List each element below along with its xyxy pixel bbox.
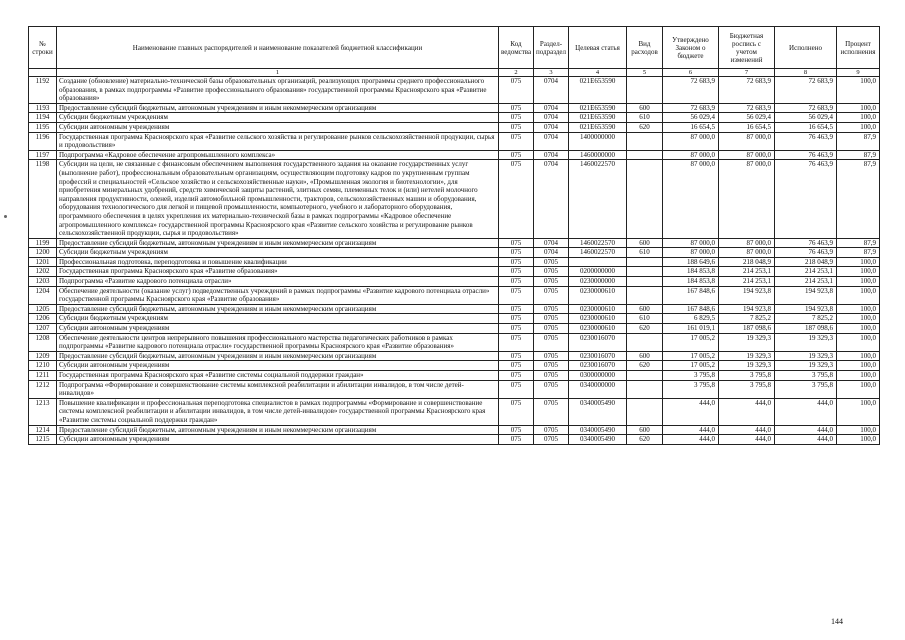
row-executed: 16 654,5	[775, 122, 837, 132]
table-row	[29, 333, 880, 351]
header-name: Наименование главных распорядителей и наименование показателей бюджетной классификации	[57, 27, 499, 69]
row-code: 075	[499, 351, 534, 361]
row-name: Государственная программа Красноярского края «Развитие системы социальной поддержки граждан»	[57, 371, 499, 381]
row-name: Предоставление субсидий бюджетным, автономным учреждениям и иным некоммерческим организациям	[57, 103, 499, 113]
table-row	[29, 150, 880, 160]
row-approved: 87 000,0	[663, 132, 719, 150]
punch-hole-mark	[4, 215, 7, 218]
row-type	[627, 132, 663, 150]
row-percent: 100,0	[837, 122, 880, 132]
row-budget: 214 253,1	[719, 267, 775, 277]
row-code: 075	[499, 371, 534, 381]
row-name: Предоставление субсидий бюджетным, автономным учреждениям и иным некоммерческим организациям	[57, 425, 499, 435]
row-name: Обеспечение деятельности центров непрерывного повышения профессионального мастерства педагогических работников в рамках подпрограммы «Развитие кадрового потенциала отрасли» государственной программы Красноярского края «Развитие образования»	[57, 333, 499, 351]
row-executed: 76 463,9	[775, 150, 837, 160]
column-number: 4	[569, 69, 627, 77]
row-budget: 87 000,0	[719, 132, 775, 150]
row-executed: 444,0	[775, 398, 837, 425]
table-row	[29, 425, 880, 435]
row-name: Профессиональная подготовка, переподготовка и повышение квалификации	[57, 257, 499, 267]
row-name: Предоставление субсидий бюджетным, автономным учреждениям и иным некоммерческим организациям	[57, 351, 499, 361]
row-approved: 188 649,6	[663, 257, 719, 267]
table-row	[29, 304, 880, 314]
header-target: Целевая статья	[569, 27, 627, 69]
row-target: 0230000000	[569, 277, 627, 287]
row-percent: 100,0	[837, 103, 880, 113]
table-row	[29, 122, 880, 132]
row-section: 0705	[534, 314, 569, 324]
row-number: 1212	[29, 380, 57, 398]
row-target: 1460022570	[569, 238, 627, 248]
row-percent: 87,9	[837, 132, 880, 150]
table-row	[29, 103, 880, 113]
row-type	[627, 257, 663, 267]
row-type: 600	[627, 304, 663, 314]
row-executed: 214 253,1	[775, 277, 837, 287]
row-target: 0200000000	[569, 267, 627, 277]
row-approved: 72 683,9	[663, 103, 719, 113]
table-row	[29, 160, 880, 238]
row-percent: 87,9	[837, 150, 880, 160]
row-approved: 87 000,0	[663, 238, 719, 248]
header-row-number: № строки	[29, 27, 57, 69]
row-section: 0705	[534, 286, 569, 304]
row-target: 0340005490	[569, 435, 627, 445]
row-target: 021Е653590	[569, 122, 627, 132]
row-name: Государственная программа Красноярского края «Развитие образования»	[57, 267, 499, 277]
row-budget: 194 923,8	[719, 286, 775, 304]
header-section: Раздел-подраздел	[534, 27, 569, 69]
row-name: Субсидии автономным учреждениям	[57, 324, 499, 334]
row-executed: 214 253,1	[775, 267, 837, 277]
header-code: Код ведомства	[499, 27, 534, 69]
page-number: 144	[831, 617, 843, 626]
row-type	[627, 150, 663, 160]
row-type	[627, 77, 663, 104]
row-section: 0704	[534, 77, 569, 104]
row-executed: 3 795,8	[775, 380, 837, 398]
row-approved: 16 654,5	[663, 122, 719, 132]
row-budget: 3 795,8	[719, 371, 775, 381]
table-row	[29, 267, 880, 277]
row-percent: 100,0	[837, 257, 880, 267]
row-number: 1203	[29, 277, 57, 287]
row-percent: 100,0	[837, 77, 880, 104]
header-budget: Бюджетная роспись с учетом изменений	[719, 27, 775, 69]
row-code: 075	[499, 435, 534, 445]
row-percent: 100,0	[837, 304, 880, 314]
table-row	[29, 113, 880, 123]
row-section: 0704	[534, 122, 569, 132]
row-target: 021Е653590	[569, 103, 627, 113]
row-number: 1208	[29, 333, 57, 351]
row-executed: 19 329,3	[775, 361, 837, 371]
header-executed: Исполнено	[775, 27, 837, 69]
row-budget: 87 000,0	[719, 150, 775, 160]
row-approved: 6 829,5	[663, 314, 719, 324]
row-number: 1202	[29, 267, 57, 277]
table-row	[29, 351, 880, 361]
row-name: Предоставление субсидий бюджетным, автономным учреждениям и иным некоммерческим организациям	[57, 238, 499, 248]
row-code: 075	[499, 361, 534, 371]
row-executed: 72 683,9	[775, 77, 837, 104]
row-budget: 72 683,9	[719, 103, 775, 113]
row-name: Государственная программа Красноярского края «Развитие сельского хозяйства и регулирование рынков сельскохозяйственной продукции, сырья и продовольствия»	[57, 132, 499, 150]
row-code: 075	[499, 122, 534, 132]
row-type	[627, 380, 663, 398]
row-executed: 19 329,3	[775, 351, 837, 361]
row-name: Субсидии на цели, не связанные с финансовым обеспечением выполнения государственного задания на оказание государственных услуг (выполнение работ), профессиональным образовательным организациям, осуществляющим подготовку кадров по укрупненным группам профессий и специальностей «Сельское хозяйство и сельскохозяйственные науки», «Промышленная экология и биотехнологии», для приобретения минеральных удобрений, средств химической защиты растений, элитных семян, племенных телок и (или) нетелей молочного направления продуктивности, оленей, изделий автомобильной промышленности, тракторов, сельскохозяйственных машин и оборудования, оборудования технологического для легкой и пищевой промышленности, компьютерного, учебного и лабораторного оборудования, программного обеспечения в целях укрепления их материально-технической базы в рамках подпрограммы «Кадровое обеспечение агропромышленного комплекса» государственной программы Красноярского края «Развитие сельского хозяйства и регулирование рынков сельскохозяйственной продукции, сырья и продовольствия»	[57, 160, 499, 238]
row-approved: 87 000,0	[663, 248, 719, 258]
row-section: 0705	[534, 435, 569, 445]
row-section: 0705	[534, 371, 569, 381]
row-percent: 100,0	[837, 286, 880, 304]
row-target: 0340005490	[569, 425, 627, 435]
row-type: 600	[627, 425, 663, 435]
row-budget: 19 329,3	[719, 351, 775, 361]
row-percent: 100,0	[837, 361, 880, 371]
header-percent: Процент исполнения	[837, 27, 880, 69]
row-executed: 194 923,8	[775, 286, 837, 304]
row-name: Создание (обновление) материально-технической базы образовательных организаций, реализующих программы среднего профессионального образования, в рамках подпрограммы «Развитие профессионального образования» государственной программы Красноярского края «Развитие образования»	[57, 77, 499, 104]
row-approved: 56 029,4	[663, 113, 719, 123]
row-code: 075	[499, 77, 534, 104]
row-executed: 218 048,9	[775, 257, 837, 267]
row-name: Предоставление субсидий бюджетным, автономным учреждениям и иным некоммерческим организациям	[57, 304, 499, 314]
row-section: 0705	[534, 277, 569, 287]
row-percent: 100,0	[837, 314, 880, 324]
row-approved: 3 795,8	[663, 380, 719, 398]
row-executed: 56 029,4	[775, 113, 837, 123]
row-section: 0704	[534, 238, 569, 248]
row-target: 1400000000	[569, 132, 627, 150]
column-number: 6	[663, 69, 719, 77]
row-code: 075	[499, 113, 534, 123]
row-code: 075	[499, 324, 534, 334]
row-executed: 7 825,2	[775, 314, 837, 324]
row-executed: 76 463,9	[775, 132, 837, 150]
row-code: 075	[499, 380, 534, 398]
budget-table	[28, 26, 880, 445]
table-row	[29, 238, 880, 248]
row-name: Повышение квалификации и профессиональная переподготовка специалистов в рамках подпрограммы «Формирование и совершенствование системы комплексной реабилитации и абилитации инвалидов, в том числе детей-инвалидов» государственной программы Красноярского края «Развитие системы социальной поддержки граждан»	[57, 398, 499, 425]
row-number: 1207	[29, 324, 57, 334]
row-section: 0704	[534, 113, 569, 123]
row-approved: 87 000,0	[663, 150, 719, 160]
row-name: Подпрограмма «Кадровое обеспечение агропромышленного комплекса»	[57, 150, 499, 160]
row-target: 1460022570	[569, 160, 627, 238]
row-number: 1209	[29, 351, 57, 361]
row-percent: 100,0	[837, 425, 880, 435]
row-number: 1198	[29, 160, 57, 238]
row-executed: 3 795,8	[775, 371, 837, 381]
row-approved: 17 005,2	[663, 351, 719, 361]
table-row	[29, 248, 880, 258]
row-budget: 214 253,1	[719, 277, 775, 287]
row-percent: 100,0	[837, 380, 880, 398]
table-row	[29, 371, 880, 381]
row-section: 0705	[534, 267, 569, 277]
row-section: 0704	[534, 103, 569, 113]
row-code: 075	[499, 304, 534, 314]
row-number: 1199	[29, 238, 57, 248]
row-code: 075	[499, 132, 534, 150]
row-section: 0705	[534, 304, 569, 314]
row-target: 0300000000	[569, 371, 627, 381]
table-row	[29, 361, 880, 371]
row-budget: 87 000,0	[719, 248, 775, 258]
row-number: 1194	[29, 113, 57, 123]
row-percent: 100,0	[837, 351, 880, 361]
row-budget: 218 048,9	[719, 257, 775, 267]
row-section: 0704	[534, 160, 569, 238]
row-type	[627, 371, 663, 381]
row-percent: 100,0	[837, 371, 880, 381]
row-section: 0705	[534, 380, 569, 398]
table-row	[29, 398, 880, 425]
row-section: 0705	[534, 398, 569, 425]
row-budget: 7 825,2	[719, 314, 775, 324]
table-row	[29, 77, 880, 104]
row-type: 620	[627, 435, 663, 445]
row-type: 610	[627, 248, 663, 258]
row-type	[627, 277, 663, 287]
header-type: Вид расходов	[627, 27, 663, 69]
row-executed: 19 329,3	[775, 333, 837, 351]
row-number: 1197	[29, 150, 57, 160]
row-target: 0230000610	[569, 314, 627, 324]
row-approved: 17 005,2	[663, 361, 719, 371]
row-code: 075	[499, 103, 534, 113]
column-number	[29, 69, 57, 77]
row-approved: 17 005,2	[663, 333, 719, 351]
row-budget: 444,0	[719, 398, 775, 425]
row-target: 0340005490	[569, 398, 627, 425]
row-type: 600	[627, 351, 663, 361]
row-budget: 19 329,3	[719, 361, 775, 371]
row-percent: 100,0	[837, 333, 880, 351]
row-section: 0704	[534, 132, 569, 150]
row-section: 0705	[534, 351, 569, 361]
table-row	[29, 435, 880, 445]
row-target: 0230016070	[569, 351, 627, 361]
row-target: 0230016070	[569, 361, 627, 371]
row-budget: 187 098,6	[719, 324, 775, 334]
row-executed: 444,0	[775, 425, 837, 435]
row-approved: 72 683,9	[663, 77, 719, 104]
row-percent: 87,9	[837, 238, 880, 248]
row-number: 1206	[29, 314, 57, 324]
row-number: 1200	[29, 248, 57, 258]
row-number: 1192	[29, 77, 57, 104]
table-row	[29, 257, 880, 267]
row-target: 0340000000	[569, 380, 627, 398]
row-type: 600	[627, 103, 663, 113]
row-budget: 87 000,0	[719, 160, 775, 238]
row-target: 0230000610	[569, 286, 627, 304]
row-executed: 76 463,9	[775, 160, 837, 238]
row-approved: 444,0	[663, 425, 719, 435]
row-code: 075	[499, 425, 534, 435]
column-number: 5	[627, 69, 663, 77]
column-number: 3	[534, 69, 569, 77]
row-code: 075	[499, 314, 534, 324]
row-section: 0704	[534, 248, 569, 258]
table-row	[29, 277, 880, 287]
row-approved: 184 853,8	[663, 267, 719, 277]
row-target: 021Е653590	[569, 113, 627, 123]
column-number: 9	[837, 69, 880, 77]
row-approved: 161 019,1	[663, 324, 719, 334]
row-section: 0704	[534, 150, 569, 160]
row-target: 1460000000	[569, 150, 627, 160]
row-code: 075	[499, 160, 534, 238]
row-budget: 444,0	[719, 435, 775, 445]
table-row	[29, 380, 880, 398]
row-number: 1201	[29, 257, 57, 267]
row-section: 0705	[534, 324, 569, 334]
row-code: 075	[499, 150, 534, 160]
row-budget: 3 795,8	[719, 380, 775, 398]
row-section: 0705	[534, 425, 569, 435]
row-approved: 184 853,8	[663, 277, 719, 287]
column-number: 8	[775, 69, 837, 77]
row-type	[627, 286, 663, 304]
row-percent: 100,0	[837, 277, 880, 287]
row-percent: 100,0	[837, 398, 880, 425]
table-row	[29, 314, 880, 324]
row-name: Субсидии бюджетным учреждениям	[57, 314, 499, 324]
row-number: 1214	[29, 425, 57, 435]
row-type: 610	[627, 314, 663, 324]
row-percent: 100,0	[837, 267, 880, 277]
row-target: 0230000610	[569, 324, 627, 334]
row-budget: 56 029,4	[719, 113, 775, 123]
row-code: 075	[499, 248, 534, 258]
table-row	[29, 286, 880, 304]
row-approved: 3 795,8	[663, 371, 719, 381]
row-percent: 87,9	[837, 160, 880, 238]
row-name: Подпрограмма «Развитие кадрового потенциала отрасли»	[57, 277, 499, 287]
row-name: Субсидии автономным учреждениям	[57, 361, 499, 371]
column-number: 1	[57, 69, 499, 77]
column-numbering-row	[29, 69, 880, 77]
row-name: Субсидии бюджетным учреждениям	[57, 248, 499, 258]
row-number: 1213	[29, 398, 57, 425]
row-number: 1215	[29, 435, 57, 445]
row-name: Субсидии бюджетным учреждениям	[57, 113, 499, 123]
row-number: 1193	[29, 103, 57, 113]
row-target: 0230016070	[569, 333, 627, 351]
row-type	[627, 267, 663, 277]
row-percent: 87,9	[837, 248, 880, 258]
row-type	[627, 160, 663, 238]
row-type: 620	[627, 122, 663, 132]
row-executed: 444,0	[775, 435, 837, 445]
row-budget: 16 654,5	[719, 122, 775, 132]
row-number: 1195	[29, 122, 57, 132]
row-budget: 444,0	[719, 425, 775, 435]
row-number: 1210	[29, 361, 57, 371]
row-approved: 444,0	[663, 398, 719, 425]
row-target: 1460022570	[569, 248, 627, 258]
row-approved: 444,0	[663, 435, 719, 445]
row-target: 0230000610	[569, 304, 627, 314]
row-name: Обеспечение деятельности (оказание услуг) подведомственных учреждений в рамках подпрограммы «Развитие кадрового потенциала отрасли» государственной программы Красноярского края «Развитие образования»	[57, 286, 499, 304]
row-section: 0705	[534, 257, 569, 267]
row-type: 620	[627, 361, 663, 371]
header-approved: Утверждено Законом о бюджете	[663, 27, 719, 69]
row-code: 075	[499, 267, 534, 277]
row-name: Субсидии автономным учреждениям	[57, 435, 499, 445]
column-number: 7	[719, 69, 775, 77]
budget-report-sheet	[28, 26, 879, 445]
row-executed: 187 098,6	[775, 324, 837, 334]
row-code: 075	[499, 286, 534, 304]
row-type: 620	[627, 324, 663, 334]
row-number: 1196	[29, 132, 57, 150]
row-number: 1205	[29, 304, 57, 314]
row-executed: 76 463,9	[775, 248, 837, 258]
row-percent: 100,0	[837, 435, 880, 445]
row-type	[627, 333, 663, 351]
row-code: 075	[499, 277, 534, 287]
header-row	[29, 27, 880, 69]
table-row	[29, 324, 880, 334]
row-budget: 194 923,8	[719, 304, 775, 314]
row-executed: 76 463,9	[775, 238, 837, 248]
row-code: 075	[499, 238, 534, 248]
row-number: 1211	[29, 371, 57, 381]
row-percent: 100,0	[837, 113, 880, 123]
row-number: 1204	[29, 286, 57, 304]
row-name: Субсидии автономным учреждениям	[57, 122, 499, 132]
row-executed: 194 923,8	[775, 304, 837, 314]
row-code: 075	[499, 398, 534, 425]
row-budget: 72 683,9	[719, 77, 775, 104]
row-code: 075	[499, 333, 534, 351]
row-section: 0705	[534, 333, 569, 351]
row-section: 0705	[534, 361, 569, 371]
row-name: Подпрограмма «Формирование и совершенствование системы комплексной реабилитации и абилитации инвалидов, в том числе детей-инвалидов»	[57, 380, 499, 398]
row-budget: 87 000,0	[719, 238, 775, 248]
row-approved: 167 848,6	[663, 286, 719, 304]
row-type: 600	[627, 238, 663, 248]
row-executed: 72 683,9	[775, 103, 837, 113]
row-approved: 87 000,0	[663, 160, 719, 238]
row-code: 075	[499, 257, 534, 267]
row-type: 610	[627, 113, 663, 123]
row-target: 021Е653590	[569, 77, 627, 104]
row-budget: 19 329,3	[719, 333, 775, 351]
row-approved: 167 848,6	[663, 304, 719, 314]
row-target	[569, 257, 627, 267]
row-percent: 100,0	[837, 324, 880, 334]
table-body	[29, 77, 880, 445]
row-type	[627, 398, 663, 425]
column-number: 2	[499, 69, 534, 77]
table-row	[29, 132, 880, 150]
